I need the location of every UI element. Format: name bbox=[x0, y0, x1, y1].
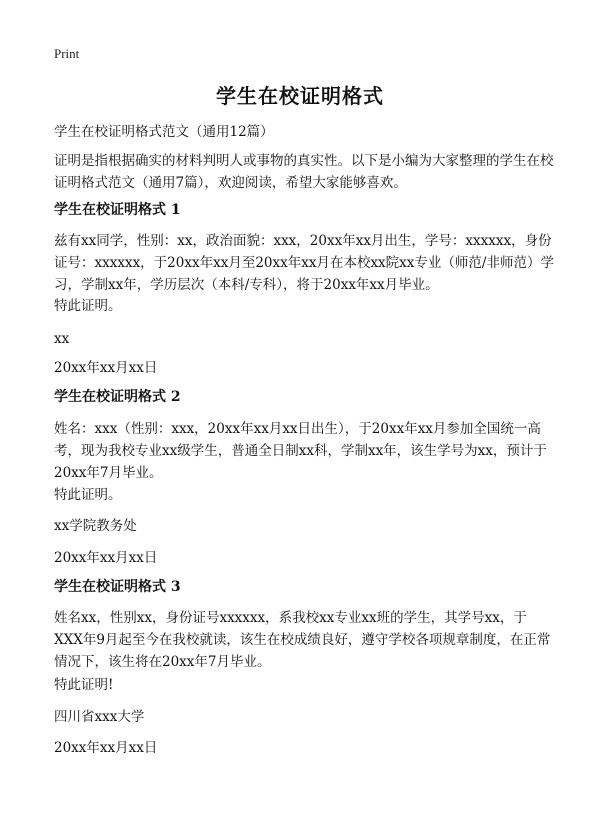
section-1-body: 兹有xx同学，性别：xx，政治面貌：xxx，20xx年xx月出生，学号：xxxxxx，身份证号：xxxxxx，于20xx年xx月至20xx年xx月在本校xx院xx专业（师范/非师范）学习，学制xx年，学历层次（本科/专科），将于20xx年xx月毕业。 bbox=[54, 233, 554, 293]
section-3-closing: 特此证明! bbox=[54, 677, 114, 693]
page-title: 学生在校证明格式 bbox=[216, 84, 384, 108]
document-subtitle: 学生在校证明格式范文（通用12篇） bbox=[54, 124, 274, 140]
section-1-heading: 学生在校证明格式 1 bbox=[54, 202, 181, 218]
section-1-issuer: xx bbox=[54, 331, 70, 347]
intro-paragraph: 证明是指根据确实的材料判明人或事物的真实性。以下是小编为大家整理的学生在校证明格式范文（通用7篇），欢迎阅读，希望大家能够喜欢。 bbox=[54, 153, 554, 191]
section-2-heading: 学生在校证明格式 2 bbox=[54, 389, 181, 405]
section-1-date: 20xx年xx月xx日 bbox=[54, 360, 158, 376]
section-2-issuer: xx学院教务处 bbox=[54, 518, 137, 534]
section-2-body: 姓名：xxx（性别：xxx，20xx年xx月xx日出生），于20xx年xx月参加全国统一高考，现为我校专业xx级学生，普通全日制xx科，学制xx年，该生学号为xx，预计于20xx年7月毕业。 bbox=[54, 421, 547, 481]
section-3-issuer: 四川省xxx大学 bbox=[54, 709, 145, 725]
print-link[interactable]: Print bbox=[54, 46, 80, 61]
section-1-closing: 特此证明。 bbox=[54, 298, 122, 314]
section-2-closing: 特此证明。 bbox=[54, 487, 122, 503]
section-2-date: 20xx年xx月xx日 bbox=[54, 550, 158, 566]
section-3-body: 姓名xx，性别xx，身份证号xxxxxx，系我校xx专业xx班的学生，其学号xx，于XXX年9月起至今在我校就读，该生在校成绩良好，遵守学校各项规章制度，在正常情况下，该生将在20xx年7月毕业。 bbox=[54, 610, 551, 670]
section-3-date: 20xx年xx月xx日 bbox=[54, 740, 158, 756]
section-3-heading: 学生在校证明格式 3 bbox=[54, 579, 181, 595]
